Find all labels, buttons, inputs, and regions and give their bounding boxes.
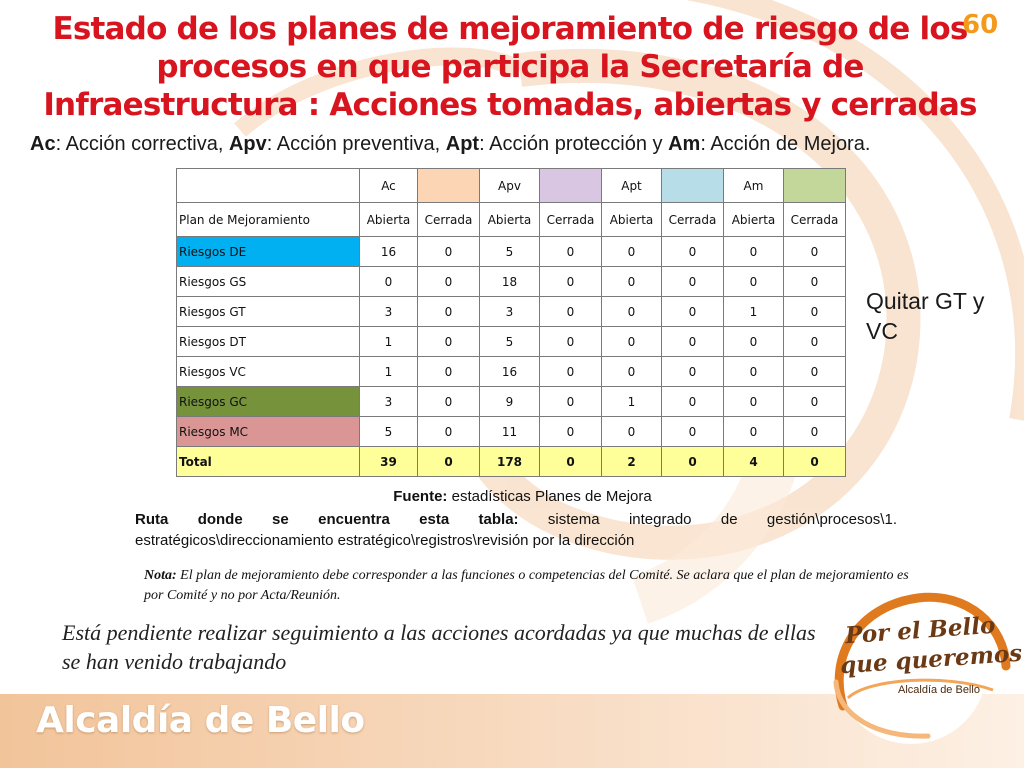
value-ac-closed: 0 <box>418 327 480 357</box>
group-color-ac <box>418 169 480 203</box>
value-ac-open: 5 <box>360 417 418 447</box>
value-apt-open: 0 <box>602 267 662 297</box>
total-label: Total <box>177 447 360 477</box>
remark-line-2: VC <box>866 318 898 344</box>
source-text: estadísticas Planes de Mejora <box>447 488 652 505</box>
group-color-am <box>784 169 846 203</box>
value-apv-closed: 0 <box>540 387 602 417</box>
improvement-plan-table <box>176 168 846 477</box>
table-sub-header-row <box>177 203 846 237</box>
value-apv-open: 3 <box>480 297 540 327</box>
value-apt-open: 0 <box>602 417 662 447</box>
group-color-apv <box>540 169 602 203</box>
risk-name-cell: Riesgos GC <box>177 387 360 417</box>
value-ac-open: 16 <box>360 237 418 267</box>
value-apv-closed: 0 <box>540 297 602 327</box>
value-am-closed: 0 <box>784 357 846 387</box>
legend-apt-abbr: Apt <box>445 133 480 155</box>
badge-slogan-line-2: que queremos <box>839 639 1023 680</box>
total-apt-closed: 0 <box>662 447 724 477</box>
value-apv-open: 16 <box>480 357 540 387</box>
value-apv-closed: 0 <box>540 327 602 357</box>
sub-header-apv-closed: Cerrada <box>540 203 602 237</box>
legend-apv-abbr: Apv <box>228 133 267 155</box>
sub-header-ac-closed: Cerrada <box>418 203 480 237</box>
table-row <box>177 387 846 417</box>
source-label: Fuente: <box>393 488 448 505</box>
value-ac-open: 3 <box>360 297 418 327</box>
value-apt-closed: 0 <box>662 237 724 267</box>
value-ac-open: 1 <box>360 357 418 387</box>
sub-header-ac-open: Abierta <box>360 203 418 237</box>
value-ac-closed: 0 <box>418 237 480 267</box>
risk-name-cell: Riesgos DT <box>177 327 360 357</box>
total-ac-open: 39 <box>360 447 418 477</box>
pending-followup-text: Está pendiente realizar seguimiento a las acciones acordadas ya que muchas de ellas se han venido trabajando <box>62 620 816 674</box>
value-am-closed: 0 <box>784 327 846 357</box>
table-total-row <box>177 447 846 477</box>
value-ac-closed: 0 <box>418 417 480 447</box>
value-apv-closed: 0 <box>540 357 602 387</box>
legend-apv-text: : Acción preventiva, <box>266 133 446 155</box>
route-line-2: estratégicos\direccionamiento estratégico\registros\revisión por la dirección <box>135 532 635 549</box>
value-apt-open: 0 <box>602 297 662 327</box>
value-am-open: 1 <box>724 297 784 327</box>
route-label: Ruta donde se encuentra esta tabla: <box>135 511 519 528</box>
legend-ac-text: : Acción correctiva, <box>55 133 229 155</box>
value-apt-closed: 0 <box>662 267 724 297</box>
plan-note <box>144 566 914 606</box>
value-ac-closed: 0 <box>418 357 480 387</box>
value-ac-open: 0 <box>360 267 418 297</box>
value-apt-closed: 0 <box>662 357 724 387</box>
table-group-header-row <box>177 169 846 203</box>
risk-name-cell: Riesgos DE <box>177 237 360 267</box>
badge-slogan-line-1: Por el Bello <box>844 611 997 650</box>
sub-header-am-open: Abierta <box>724 203 784 237</box>
value-am-closed: 0 <box>784 267 846 297</box>
value-ac-closed: 0 <box>418 297 480 327</box>
value-apt-closed: 0 <box>662 387 724 417</box>
risk-name-cell: Riesgos VC <box>177 357 360 387</box>
legend-ac-abbr: Ac <box>30 133 56 155</box>
value-am-closed: 0 <box>784 297 846 327</box>
total-apv-open: 178 <box>480 447 540 477</box>
slide-title: Estado de los planes de mejoramiento de riesgo de los procesos en que participa la Secretaría de Infraestructura : Acciones tomadas, abiertas y cerradas <box>43 11 977 123</box>
value-am-open: 0 <box>724 387 784 417</box>
total-apv-closed: 0 <box>540 447 602 477</box>
value-apt-closed: 0 <box>662 327 724 357</box>
value-am-closed: 0 <box>784 237 846 267</box>
risk-name-cell: Riesgos GS <box>177 267 360 297</box>
value-apt-open: 0 <box>602 357 662 387</box>
value-apv-closed: 0 <box>540 417 602 447</box>
value-am-open: 0 <box>724 417 784 447</box>
value-apt-open: 0 <box>602 327 662 357</box>
value-apv-open: 5 <box>480 237 540 267</box>
plan-header: Plan de Mejoramiento <box>177 203 360 237</box>
total-am-closed: 0 <box>784 447 846 477</box>
group-header-apv: Apv <box>480 169 540 203</box>
value-apt-open: 1 <box>602 387 662 417</box>
group-header-apt: Apt <box>602 169 662 203</box>
group-header-ac: Ac <box>360 169 418 203</box>
value-apv-closed: 0 <box>540 237 602 267</box>
note-text: El plan de mejoramiento debe corresponder a las funciones o competencias del Comité. Se aclara que el plan de mejoramiento es por Comité y no por Acta/Reunión. <box>144 568 909 603</box>
value-ac-closed: 0 <box>418 387 480 417</box>
remark-line-1: Quitar GT y <box>866 288 985 314</box>
value-apt-closed: 0 <box>662 297 724 327</box>
action-legend <box>30 133 1010 156</box>
value-ac-closed: 0 <box>418 267 480 297</box>
legend-am-abbr: Am <box>668 133 701 155</box>
legend-am-text: : Acción de Mejora. <box>700 133 871 155</box>
value-ac-open: 3 <box>360 387 418 417</box>
footer-logo-text: Alcaldía de Bello <box>36 700 365 741</box>
value-am-closed: 0 <box>784 387 846 417</box>
value-am-open: 0 <box>724 237 784 267</box>
value-apv-open: 9 <box>480 387 540 417</box>
value-apv-closed: 0 <box>540 267 602 297</box>
route-line-1: sistema integrado de gestión\procesos\1. <box>518 511 897 528</box>
risk-name-cell: Riesgos GT <box>177 297 360 327</box>
table-row <box>177 417 846 447</box>
legend-apt-text: : Acción protección y <box>479 133 669 155</box>
group-color-apt <box>662 169 724 203</box>
remark-note <box>866 286 984 346</box>
value-ac-open: 1 <box>360 327 418 357</box>
badge-caption: Alcaldía de Bello <box>898 684 980 696</box>
slide-number: 60 <box>962 10 999 40</box>
value-apv-open: 5 <box>480 327 540 357</box>
table-route <box>135 511 897 528</box>
table-row <box>177 297 846 327</box>
note-label: Nota: <box>144 568 177 583</box>
value-apt-closed: 0 <box>662 417 724 447</box>
value-apv-open: 18 <box>480 267 540 297</box>
group-header-am: Am <box>724 169 784 203</box>
sub-header-apv-open: Abierta <box>480 203 540 237</box>
table-row <box>177 237 846 267</box>
table-corner-cell <box>177 169 360 203</box>
value-am-closed: 0 <box>784 417 846 447</box>
value-apt-open: 0 <box>602 237 662 267</box>
value-am-open: 0 <box>724 357 784 387</box>
value-am-open: 0 <box>724 267 784 297</box>
total-am-open: 4 <box>724 447 784 477</box>
value-am-open: 0 <box>724 327 784 357</box>
table-row <box>177 267 846 297</box>
sub-header-apt-open: Abierta <box>602 203 662 237</box>
total-ac-closed: 0 <box>418 447 480 477</box>
total-apt-open: 2 <box>602 447 662 477</box>
sub-header-apt-closed: Cerrada <box>662 203 724 237</box>
value-apv-open: 11 <box>480 417 540 447</box>
risk-name-cell: Riesgos MC <box>177 417 360 447</box>
sub-header-am-closed: Cerrada <box>784 203 846 237</box>
table-row <box>177 327 846 357</box>
table-row <box>177 357 846 387</box>
table-source <box>0 488 1024 505</box>
